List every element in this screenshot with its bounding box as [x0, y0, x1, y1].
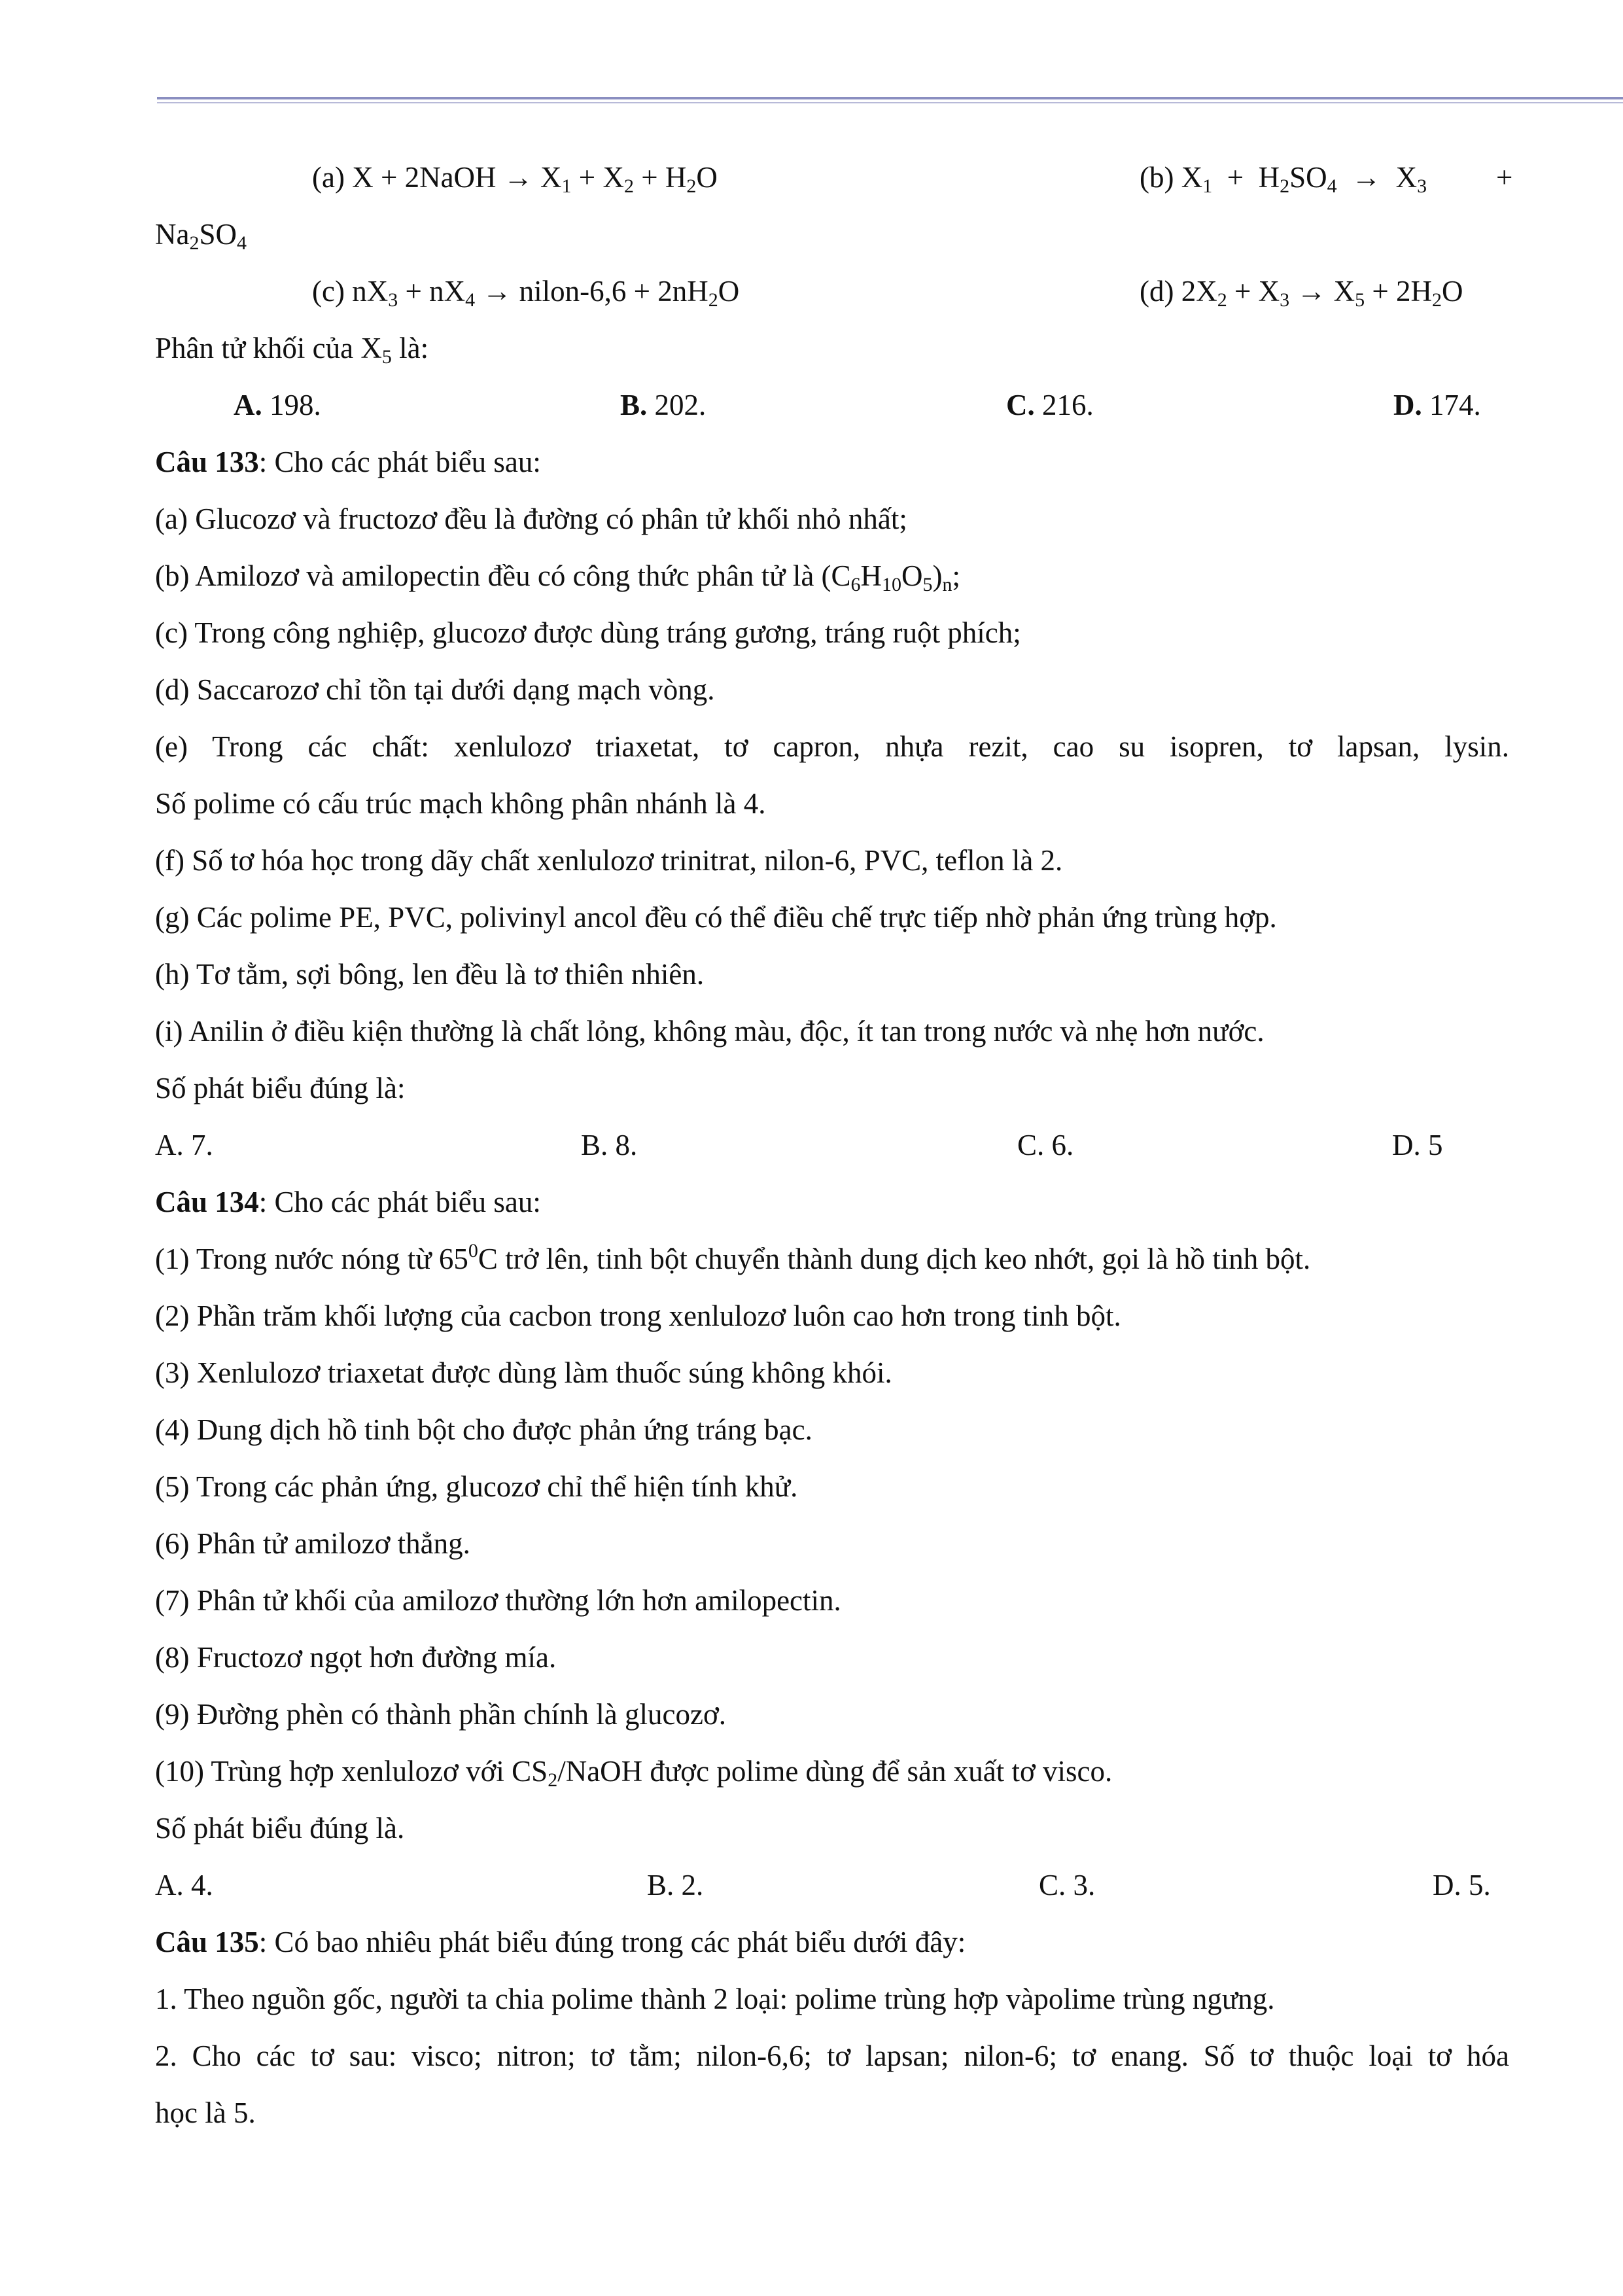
q133-statement-g: (g) Các polime PE, PVC, polivinyl ancol đều có thể điều chế trực tiếp nhờ phản ứng trùng hợp.	[155, 901, 1277, 934]
reaction-c: (c) $nX_3 + nX_4$ → nilon-6,6 + $2nH_2O$	[312, 275, 740, 311]
q133-count: Số phát biểu đúng là:	[155, 1072, 406, 1104]
q134-title: Câu 134	[155, 1186, 259, 1218]
q135-statement-2: 2. Cho các tơ sau: visco; nitron; tơ tằm; nilon-6,6; tơ lapsan; nilon-6; tơ enang. Số tơ thuộc loại tơ hóa	[155, 2040, 1509, 2072]
q133-statement-c: (c) Trong công nghiệp, glucozơ được dùng tráng gương, tráng ruột phích;	[155, 616, 1021, 649]
q133-option-c: C. 6.	[1017, 1129, 1074, 1161]
reaction-b-plus: +	[1496, 161, 1513, 194]
q134-option-a: A. 4.	[155, 1869, 213, 1901]
header-rule	[157, 97, 1623, 99]
q135-heading: Câu 135: Có bao nhiêu phát biểu đúng trong các phát biểu dưới đây:	[155, 1926, 966, 1958]
q133-option-b: B. 8.	[581, 1129, 638, 1161]
q133-statement-d: (d) Saccarozơ chỉ tồn tại dưới dạng mạch vòng.	[155, 673, 715, 706]
document-body	[155, 149, 1513, 2142]
q134-statement-7: (7) Phân tử khối của amilozơ thường lớn hơn amilopectin.	[155, 1584, 841, 1617]
q133-title: Câu 133	[155, 446, 259, 478]
reaction-a: (a) X + 2NaOH → $X_1 + X_2 + H_2O$	[312, 161, 718, 197]
q135-title: Câu 135	[155, 1926, 259, 1958]
q135-statement-2-cont: học là 5.	[155, 2096, 256, 2129]
q133-option-d: D. 5	[1392, 1129, 1443, 1161]
q134-statement-1: (1) Trong nước nóng từ $65^0C$ trở lên, tinh bột chuyển thành dung dịch keo nhớt, gọi là hồ tinh bột.	[155, 1240, 1311, 1275]
q133-statement-i: (i) Anilin ở điều kiện thường là chất lỏng, không màu, độc, ít tan trong nước và nhẹ hơn nước.	[155, 1015, 1265, 1048]
q133-statement-b: (b) Amilozơ và amilopectin đều có công thức phân tử là $(C_6H_{10}O_5)_n$;	[155, 559, 961, 595]
q134-statement-10: (10) Trùng hợp xenlulozơ với $CS_2$/NaOH được polime dùng để sản xuất tơ visco.	[155, 1755, 1113, 1791]
q134-statement-9: (9) Đường phèn có thành phần chính là glucozơ.	[155, 1698, 726, 1731]
q132-option-a: A. 198.	[234, 389, 321, 421]
q134-statement-6: (6) Phân tử amilozơ thẳng.	[155, 1527, 470, 1560]
header-rule-thin	[157, 102, 1623, 103]
q134-option-b: B. 2.	[647, 1869, 704, 1901]
q132-option-b: B. 202.	[620, 389, 707, 421]
q132-option-d: D. 174.	[1393, 389, 1481, 421]
q133-statement-a: (a) Glucozơ và fructozơ đều là đường có phân tử khối nhỏ nhất;	[155, 503, 907, 535]
q133-statement-f: (f) Số tơ hóa học trong dãy chất xenlulozơ trinitrat, nilon-6, PVC, teflon là 2.	[155, 844, 1063, 877]
reaction-b-cont: $Na_2SO_4$	[155, 218, 247, 254]
q133-statement-e: (e) Trong các chất: xenlulozơ triaxetat, tơ capron, nhựa rezit, cao su isopren, tơ lapsan, lysin.	[155, 730, 1509, 763]
q133-options	[155, 1117, 1509, 1174]
q135-statement-1: 1. Theo nguồn gốc, người ta chia polime thành 2 loại: polime trùng hợp vàpolime trùng ngưng.	[155, 1983, 1275, 2015]
reaction-b: (b) $X_1 + H_2SO_4 \to X_3$	[1140, 161, 1427, 197]
q134-option-d: D. 5.	[1433, 1869, 1491, 1901]
q132-question: Phân tử khối của $X_5$ là:	[155, 332, 429, 368]
q134-heading: Câu 134: Cho các phát biểu sau:	[155, 1186, 541, 1218]
q133-option-a: A. 7.	[155, 1129, 213, 1161]
q133-heading: Câu 133: Cho các phát biểu sau:	[155, 446, 541, 478]
q134-statement-8: (8) Fructozơ ngọt hơn đường mía.	[155, 1641, 557, 1674]
q133-statement-h: (h) Tơ tằm, sợi bông, len đều là tơ thiên nhiên.	[155, 958, 705, 991]
q134-options	[155, 1857, 1509, 1914]
q134-statement-4: (4) Dung dịch hồ tinh bột cho được phản ứng tráng bạc.	[155, 1413, 812, 1446]
q133-statement-e-cont: Số polime có cấu trúc mạch không phân nhánh là 4.	[155, 787, 766, 820]
reaction-line-ab	[155, 149, 1513, 206]
q134-option-c: C. 3.	[1039, 1869, 1096, 1901]
q134-statement-2: (2) Phần trăm khối lượng của cacbon trong xenlulozơ luôn cao hơn trong tinh bột.	[155, 1299, 1121, 1332]
q134-statement-5: (5) Trong các phản ứng, glucozơ chỉ thể hiện tính khử.	[155, 1470, 798, 1503]
reaction-d: (d) $2X_2 + X_3 \to X_5 + 2H_2O$	[1140, 275, 1463, 311]
q132-options	[155, 377, 1509, 434]
q134-count: Số phát biểu đúng là.	[155, 1812, 405, 1845]
reaction-line-cd	[155, 263, 1509, 320]
q134-statement-3: (3) Xenlulozơ triaxetat được dùng làm thuốc súng không khói.	[155, 1356, 892, 1389]
q132-option-c: C. 216.	[1006, 389, 1094, 421]
